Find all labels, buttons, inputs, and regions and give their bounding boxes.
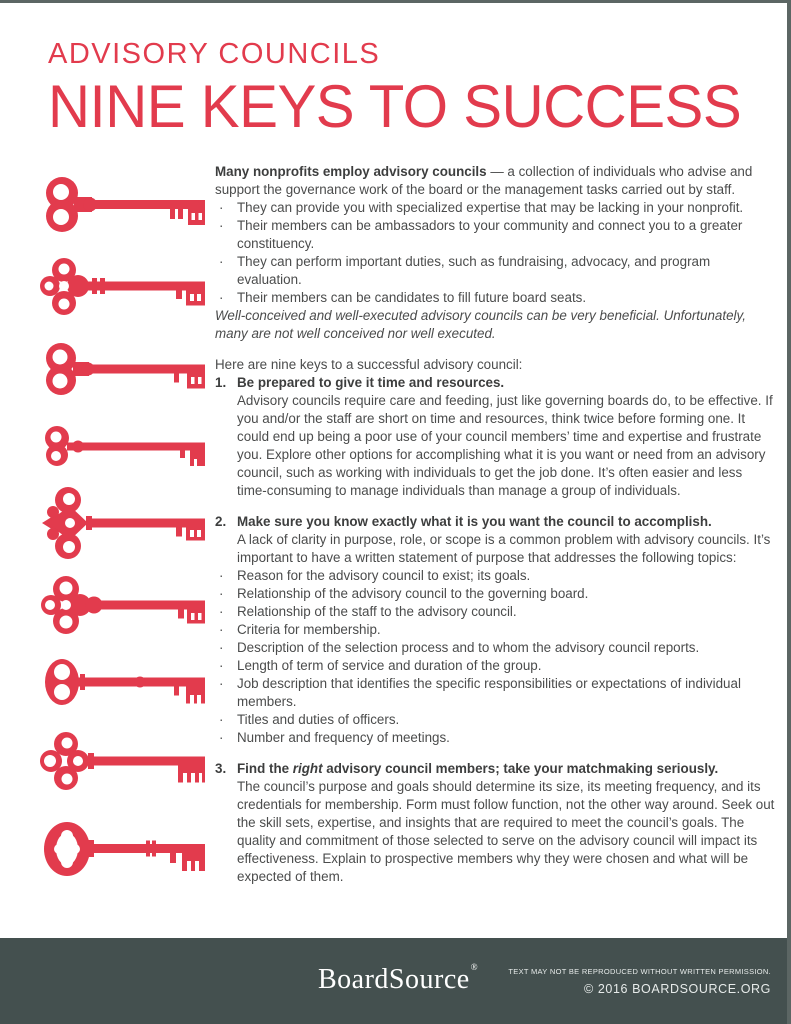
list-item (215, 253, 775, 289)
list-item (215, 621, 775, 639)
bullet-dot: · (219, 712, 224, 727)
item-heading-row (215, 374, 775, 392)
skeleton-key-6-icon (40, 571, 206, 639)
skeleton-key-5-icon (40, 483, 206, 563)
bullet-text: Titles and duties of officers. (237, 712, 400, 727)
bullet-dot: · (219, 676, 224, 691)
bullet-dot: · (219, 586, 224, 601)
item-heading (237, 760, 775, 778)
bullet-dot: · (219, 730, 224, 745)
brand-wordmark: BoardSource (318, 964, 470, 995)
heading-text: Find the (237, 761, 293, 776)
numbered-item-1 (215, 374, 775, 500)
masthead (48, 38, 763, 140)
numbered-item-2 (215, 513, 775, 747)
bullet-text: Relationship of the staff to the advisory council. (237, 604, 517, 619)
list-item (215, 603, 775, 621)
item-body: Advisory councils require care and feeding, just like governing boards do, to be effective. If you and/or the staff are short on time and resources, think twice before forming one. It could end up being a poor use of your council members’ time and expertise and frustrate you. Explore other options for accomplishing what it is you want or need from an advisory council, such as working with individuals to get the job done. It’s often easier and less time-consuming to manage individuals than manage a group of individuals. (237, 393, 773, 498)
list-item (215, 199, 775, 217)
list-item (215, 729, 775, 747)
permission-notice: TEXT MAY NOT BE REPRODUCED WITHOUT WRITTEN PERMISSION. (508, 967, 771, 976)
bullet-text: Criteria for membership. (237, 622, 381, 637)
bullet-dot: · (219, 640, 224, 655)
item-heading: Be prepared to give it time and resources. (237, 375, 505, 390)
bullet-dot: · (219, 622, 224, 637)
page-title: NINE KEYS TO SUCCESS (48, 72, 742, 140)
list-item (215, 639, 775, 657)
list-item (215, 675, 775, 711)
list-item (215, 657, 775, 675)
bullet-dot: · (219, 254, 224, 269)
item-heading-row (215, 760, 775, 778)
bullet-text: Job description that identifies the specific responsibilities or expectations of individual members. (237, 676, 741, 709)
bullet-dot: · (219, 568, 224, 583)
keys-intro-line: Here are nine keys to a successful advisory council: (215, 357, 523, 372)
item-number: 3. (215, 761, 227, 776)
heading-text: advisory council members; take your matchmaking seriously. (322, 761, 719, 776)
intro-bullet-list (215, 199, 775, 307)
item-heading-row (215, 513, 775, 531)
registered-mark: ® (470, 962, 479, 972)
bullet-text: Number and frequency of meetings. (237, 730, 450, 745)
item-number: 1. (215, 375, 227, 390)
copyright-line: © 2016 BOARDSOURCE.ORG (583, 982, 771, 996)
heading-italic-word: right (292, 761, 323, 776)
list-item (215, 289, 775, 307)
page-footer (0, 938, 787, 1024)
bullet-text: Length of term of service and duration of the group. (237, 658, 542, 673)
bullet-dot: · (219, 658, 224, 673)
item-heading: Make sure you know exactly what it is you want the council to accomplish. (237, 514, 712, 529)
intro-lead-rest: — a collection of individuals who advise and support the governance work of the board or the management tasks carried out by staff. (215, 164, 753, 197)
skeleton-key-2-icon (40, 255, 206, 317)
intro-lead-bold: Many nonprofits employ advisory councils (215, 164, 487, 179)
bullet-text: They can provide you with specialized expertise that may be lacking in your nonprofit. (237, 200, 744, 215)
bullet-text: Description of the selection process and to whom the advisory council reports. (237, 640, 700, 655)
footer-legal (508, 966, 771, 998)
bullet-dot: · (219, 218, 224, 233)
skeleton-key-3-icon (40, 339, 206, 399)
item-body: The council’s purpose and goals should determine its size, its meeting frequency, and its credentials for membership. Form must follow function, not the other way around. Seek out the skill sets, expertise, and insights that are required to meet the council’s goals. The quality and commitment of those selected to serve on the advisory council will impact its effectiveness. Explain to prospective members why they were chosen and what will be expected of them. (237, 779, 775, 884)
skeleton-key-9-icon (40, 813, 206, 885)
document-kicker: ADVISORY COUNCILS (48, 38, 381, 70)
item-bullet-list (215, 567, 775, 747)
list-item (215, 567, 775, 585)
item-body: A lack of clarity in purpose, role, or scope is a common problem with advisory councils. It’s important to have a written statement of purpose that addresses the following topics: (237, 532, 771, 565)
skeleton-key-8-icon (40, 729, 206, 795)
bullet-dot: · (219, 290, 224, 305)
bullet-text: They can perform important duties, such as fundraising, advocacy, and program evaluation. (237, 254, 711, 287)
skeleton-key-4-icon (40, 419, 206, 471)
bullet-dot: · (219, 604, 224, 619)
numbered-item-3 (215, 760, 775, 886)
skeleton-key-7-icon (40, 651, 206, 713)
italic-note: Well-conceived and well-executed advisory councils can be very beneficial. Unfortunately, many are not well conceived nor well executed. (215, 308, 746, 341)
bullet-text: Their members can be ambassadors to your community and connect you to a greater constituency. (237, 218, 743, 251)
list-item (215, 217, 775, 253)
list-item (215, 585, 775, 603)
item-number: 2. (215, 514, 227, 529)
bullet-text: Relationship of the advisory council to the governing board. (237, 586, 589, 601)
bullet-text: Reason for the advisory council to exist; its goals. (237, 568, 531, 583)
bullet-text: Their members can be candidates to fill future board seats. (237, 290, 587, 305)
bullet-dot: · (219, 200, 224, 215)
intro-paragraph (215, 163, 775, 199)
list-item (215, 711, 775, 729)
boardsource-logo (318, 962, 478, 996)
body-content (215, 163, 775, 938)
skeleton-key-1-icon (40, 173, 206, 235)
